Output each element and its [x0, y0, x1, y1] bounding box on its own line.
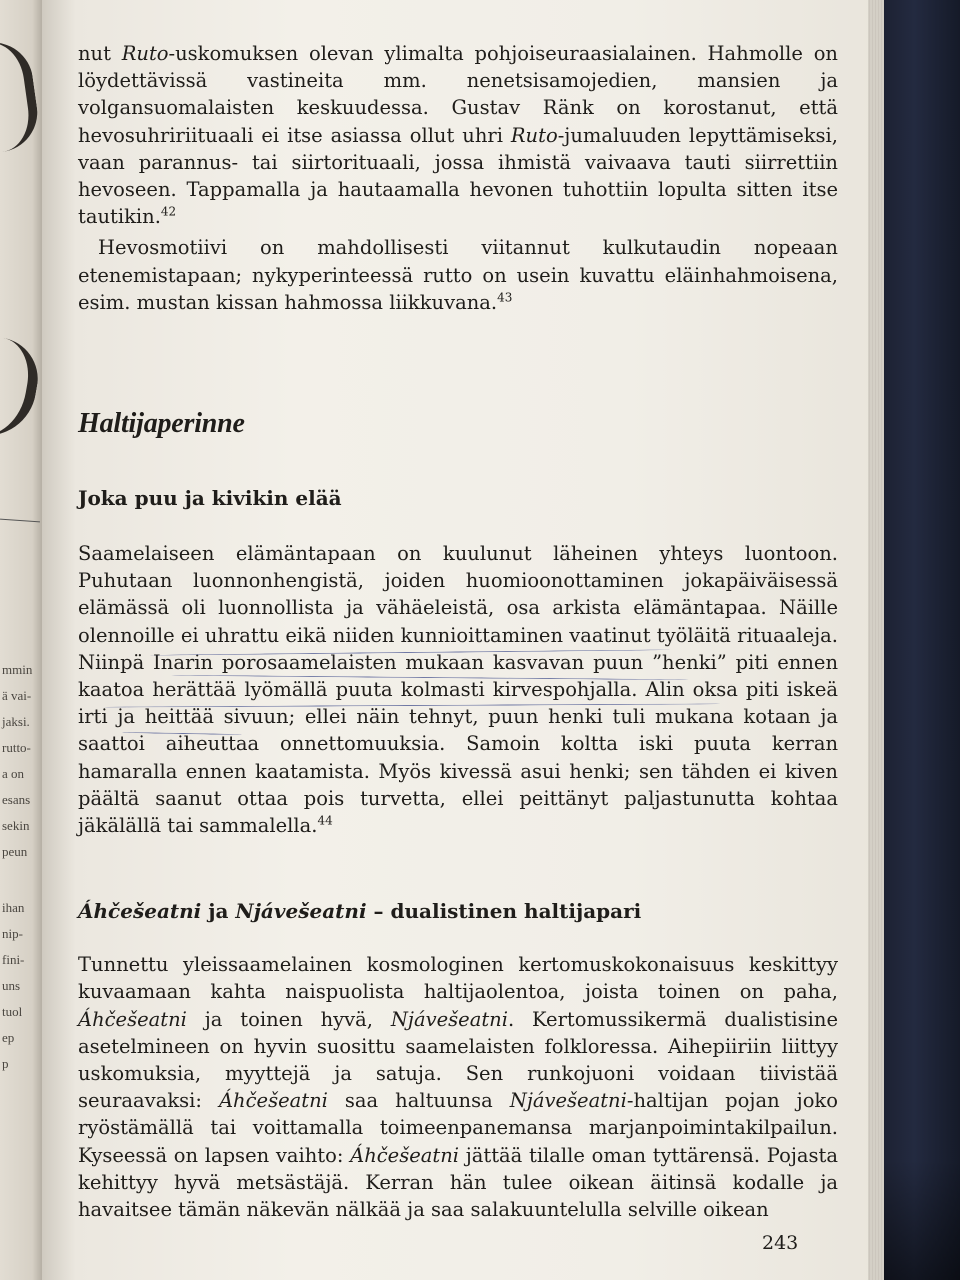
illustration-fragment: [0, 336, 44, 443]
paragraph-haltijapari: Tunnettu yleissaamelainen kosmologinen kertomuskokonaisuus keskittyy kuvaamaan kahta naispuolista haltijaolentoa, joista toinen on paha, Áhčešeatni ja toinen hyvä, Njávešeatni. Kertomussikermä dualistisine asetelmineen on hyvin suosittu saamelaisten folkloressa. Aihepiiriin liittyy uskomuksia, myyttejä ja satuja. Sen runkojuoni voidaan tiivistää seuraavaksi: Áhčešeatni saa haltuunsa Njávešeatni-haltijan pojan joko ryöstämällä tai voittamalla toimeenpanemansa marjanpoimintakilpailun. Kyseessä on lapsen vaihto: Áhčešeatni jättää tilalle oman tyttärensä. Pojasta kehittyy hyvä metsästäjä. Kerran hän tulee oikean äitinsä kodalle ja havaitsee tämän näkevän nälkää ja saa salakuuntelulla selville oikean: [78, 953, 838, 1222]
left-page-text-fragment: ä vai-: [2, 688, 32, 703]
subsection-heading-dualistic: Áhčešeatni ja Njávešeatni – dualistinen haltijapari: [78, 899, 642, 924]
left-page-text-fragment: nip-: [2, 926, 23, 941]
paragraph-ruto: nut Ruto-uskomuksen olevan ylimalta pohjoiseuraasialainen. Hahmolle on löydettävissä vastineita mm. nenetsisamojedien, mansien ja volgansuomalaisten keskuudessa. Gustav Ränk on korostanut, että hevosuhririituaali ei itse asiassa ollut uhri Ruto-jumaluuden lepyttämiseksi, vaan parannus- tai siirtorituaali, jossa ihmistä vaivaava tauti siirrettiin hevoseen. Tappamalla ja hautaamalla hevonen tuhottiin lopulta sitten itse tautikin.$^{42}$: [78, 42, 838, 229]
left-page-text-fragment: jaksi.: [2, 714, 30, 729]
paragraph-hevosmotiivi: Hevosmotiivi on mahdollisesti viitannut kulkutaudin nopeaan etenemistapaan; nykyperinteessä rutto on usein kuvattu eläinhahmoisena, esim. mustan kissan hahmossa liikkuvana.$^{43}$: [78, 236, 838, 314]
left-page-text-fragment: ep: [2, 1030, 15, 1045]
illustration-fragment: [0, 37, 42, 152]
left-page-text-fragment: mmin: [2, 662, 33, 677]
book-cover: [884, 0, 960, 1280]
page-body: [78, 40, 838, 1223]
book-page: [42, 0, 880, 1280]
subsection-heading: Joka puu ja kivikin elää: [78, 486, 342, 511]
left-page-text-fragment: fini-: [2, 952, 25, 967]
left-page-text-fragment: esans: [2, 792, 31, 807]
left-page-text-fragment: sekin: [2, 818, 30, 833]
left-page-text-fragment: tuol: [2, 1004, 23, 1019]
footnote-ref: 43: [497, 290, 513, 305]
left-page-text-fragment: peun: [2, 844, 28, 859]
footnote-ref: 42: [160, 204, 177, 219]
paragraph-luonnonhenget: Saamelaiseen elämäntapaan on kuulunut läheinen yhteys luontoon. Puhutaan luonnonhengistä, joiden huomioonottaminen jokapäiväisessä elämässä oli luonnollista ja vähäeleistä, osa arkista elämäntapaa. Näille olennoille ei uhrattu eikä niiden kunnioittaminen vaatinut työläitä rituaaleja. Niinpä Inarin porosaamelaisten mukaan kasvavan puun ”henki” piti ennen kaatoa herättää lyömällä puuta kolmasti kirvespohjalla. Alin oksa piti iskeä irti ja heittää sivuun; ellei näin tehnyt, puun henki tuli mukana kotaan ja saattoi aiheuttaa onnettomuuksia. Samoin koltta iski puuta kerran hamaralla ennen kaatamista. Myös kivessä asui henki; sen tähden ei kiven päältä saanut ottaa pois turvetta, ellei peittänyt paljastunutta kohtaa jäkälällä tai sammalella.$^{44}$: [78, 542, 838, 838]
left-page-text-fragment: rutto-: [2, 740, 31, 755]
left-facing-page: [0, 0, 46, 1280]
section-heading: Haltijaperinne: [78, 408, 245, 440]
page-number: 243: [762, 1232, 799, 1254]
left-page-text-fragment: ihan: [2, 900, 25, 915]
left-page-text-fragment: a on: [2, 766, 25, 781]
footnote-ref: 44: [317, 813, 333, 828]
left-page-text-fragment: uns: [2, 978, 21, 993]
divider: [0, 519, 40, 523]
left-page-text-fragment: p: [2, 1056, 9, 1071]
